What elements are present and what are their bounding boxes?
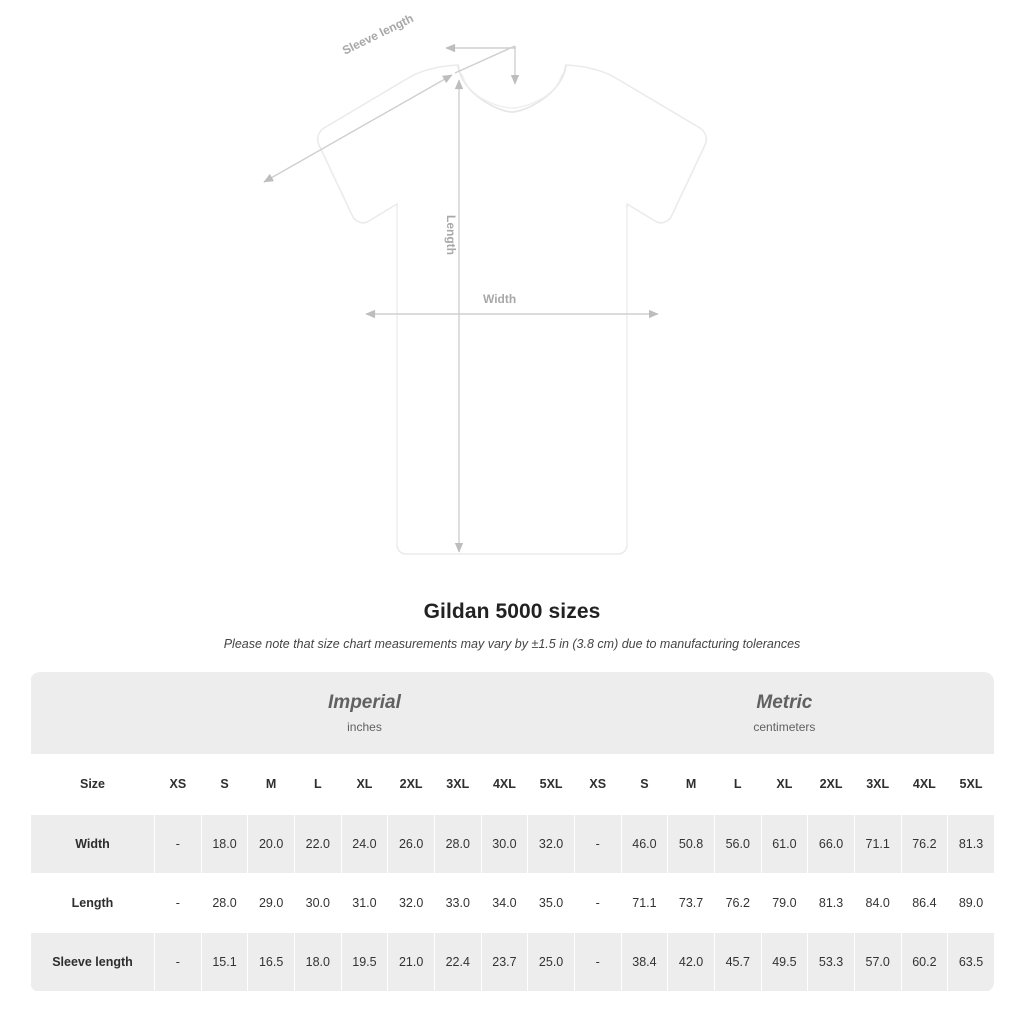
metric-label: Metric [756, 691, 813, 713]
cell-width-metric-l: 56.0 [714, 814, 761, 873]
size-header-imperial-s: S [201, 754, 248, 814]
cell-length-metric-4xl: 86.4 [901, 873, 948, 932]
cell-sleeve-imperial-5xl: 25.0 [528, 932, 575, 991]
cell-length-imperial-xl: 31.0 [341, 873, 388, 932]
unit-header-row [31, 672, 995, 754]
cell-length-imperial-xs: - [155, 873, 202, 932]
cell-length-imperial-s: 28.0 [201, 873, 248, 932]
cell-length-metric-xl: 79.0 [761, 873, 808, 932]
size-header-metric-5xl: 5XL [948, 754, 994, 814]
cell-sleeve-metric-4xl: 60.2 [901, 932, 948, 991]
cell-width-metric-5xl: 81.3 [948, 814, 994, 873]
table-row [31, 932, 995, 991]
cell-width-imperial-5xl: 32.0 [528, 814, 575, 873]
size-header-metric-xl: XL [761, 754, 808, 814]
size-header-metric-s: S [621, 754, 668, 814]
cell-sleeve-imperial-xl: 19.5 [341, 932, 388, 991]
cell-sleeve-metric-2xl: 53.3 [808, 932, 855, 991]
cell-width-imperial-l: 22.0 [294, 814, 341, 873]
metric-group-header [574, 672, 994, 754]
size-header-metric-2xl: 2XL [808, 754, 855, 814]
size-header-metric-3xl: 3XL [854, 754, 901, 814]
cell-width-imperial-xl: 24.0 [341, 814, 388, 873]
size-header-metric-xs: XS [574, 754, 621, 814]
cell-sleeve-metric-l: 45.7 [714, 932, 761, 991]
size-header-imperial-2xl: 2XL [388, 754, 435, 814]
size-header-metric-l: L [714, 754, 761, 814]
size-table-wrapper [30, 672, 994, 992]
width-label: Width [483, 292, 517, 306]
page-title: Gildan 5000 sizes [423, 600, 601, 623]
size-header-imperial-l: L [294, 754, 341, 814]
cell-length-metric-m: 73.7 [668, 873, 715, 932]
size-table [30, 672, 994, 992]
title-block [0, 600, 1024, 651]
cell-width-metric-xs: - [574, 814, 621, 873]
cell-width-metric-s: 46.0 [621, 814, 668, 873]
size-header-imperial-4xl: 4XL [481, 754, 528, 814]
cell-sleeve-metric-3xl: 57.0 [854, 932, 901, 991]
cell-sleeve-metric-m: 42.0 [668, 932, 715, 991]
size-header-imperial-xl: XL [341, 754, 388, 814]
size-header-imperial-5xl: 5XL [528, 754, 575, 814]
tshirt-shape [318, 65, 707, 554]
size-header-metric-4xl: 4XL [901, 754, 948, 814]
cell-length-metric-5xl: 89.0 [948, 873, 994, 932]
cell-width-imperial-2xl: 26.0 [388, 814, 435, 873]
cell-sleeve-metric-s: 38.4 [621, 932, 668, 991]
cell-sleeve-imperial-l: 18.0 [294, 932, 341, 991]
cell-length-imperial-m: 29.0 [248, 873, 295, 932]
cell-sleeve-imperial-4xl: 23.7 [481, 932, 528, 991]
cell-width-metric-4xl: 76.2 [901, 814, 948, 873]
cell-width-imperial-xs: - [155, 814, 202, 873]
cell-length-metric-3xl: 84.0 [854, 873, 901, 932]
sleeve-length-label: Sleeve length [340, 11, 416, 58]
cell-length-metric-2xl: 81.3 [808, 873, 855, 932]
cell-width-metric-3xl: 71.1 [854, 814, 901, 873]
row-label-length: Length [31, 873, 155, 932]
cell-sleeve-imperial-xs: - [155, 932, 202, 991]
cell-sleeve-imperial-m: 16.5 [248, 932, 295, 991]
cell-length-imperial-3xl: 33.0 [434, 873, 481, 932]
tolerance-note: Please note that size chart measurements may vary by ±1.5 in (3.8 cm) due to manufacturing tolerances [223, 637, 801, 651]
cell-width-imperial-m: 20.0 [248, 814, 295, 873]
table-row [31, 814, 995, 873]
cell-length-metric-xs: - [574, 873, 621, 932]
cell-length-metric-s: 71.1 [621, 873, 668, 932]
cell-width-metric-xl: 61.0 [761, 814, 808, 873]
metric-sublabel: centimeters [753, 719, 816, 734]
cell-width-metric-m: 50.8 [668, 814, 715, 873]
cell-length-imperial-2xl: 32.0 [388, 873, 435, 932]
cell-length-imperial-l: 30.0 [294, 873, 341, 932]
cell-sleeve-imperial-s: 15.1 [201, 932, 248, 991]
cell-sleeve-imperial-2xl: 21.0 [388, 932, 435, 991]
cell-width-imperial-3xl: 28.0 [434, 814, 481, 873]
cell-length-imperial-4xl: 34.0 [481, 873, 528, 932]
cell-sleeve-imperial-3xl: 22.4 [434, 932, 481, 991]
imperial-sublabel: inches [347, 719, 382, 734]
cell-length-metric-l: 76.2 [714, 873, 761, 932]
cell-sleeve-metric-5xl: 63.5 [948, 932, 994, 991]
length-label: Length [444, 215, 458, 255]
cell-width-imperial-4xl: 30.0 [481, 814, 528, 873]
cell-length-imperial-5xl: 35.0 [528, 873, 575, 932]
imperial-group-header [155, 672, 575, 754]
size-header-imperial-3xl: 3XL [434, 754, 481, 814]
row-label-sleeve-length: Sleeve length [31, 932, 155, 991]
size-header-metric-m: M [668, 754, 715, 814]
size-header-row [31, 754, 995, 814]
size-header-label: Size [31, 754, 155, 814]
cell-width-imperial-s: 18.0 [201, 814, 248, 873]
cell-width-metric-2xl: 66.0 [808, 814, 855, 873]
cell-sleeve-metric-xl: 49.5 [761, 932, 808, 991]
unit-corner-cell [31, 672, 155, 754]
row-label-width: Width [31, 814, 155, 873]
size-header-imperial-xs: XS [155, 754, 202, 814]
size-header-imperial-m: M [248, 754, 295, 814]
imperial-label: Imperial [328, 691, 401, 713]
cell-sleeve-metric-xs: - [574, 932, 621, 991]
table-row [31, 873, 995, 932]
